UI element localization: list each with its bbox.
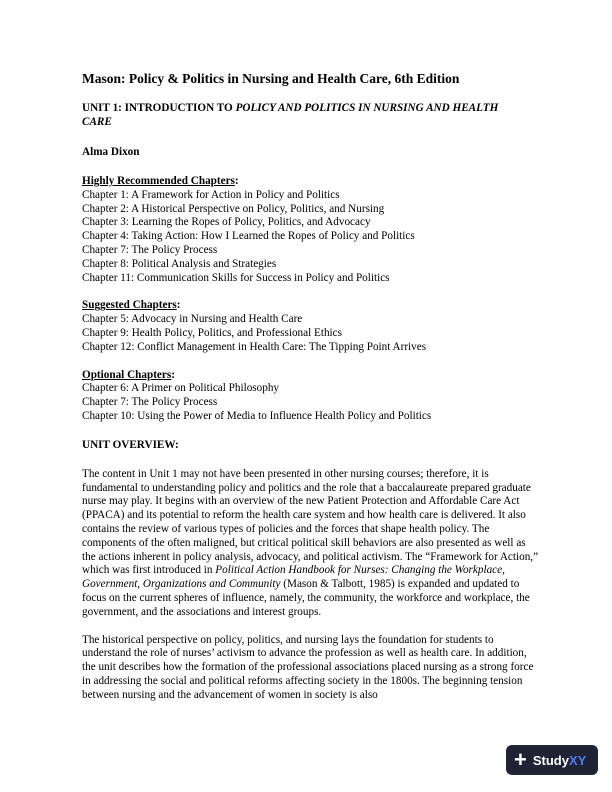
section-heading: Optional Chapters:	[82, 368, 175, 381]
chapter-item: Chapter 12: Conflict Management in Health Care: The Tipping Point Arrives	[82, 340, 427, 353]
unit-italic-title-line2: CARE	[82, 116, 112, 128]
document-page	[82, 70, 542, 717]
book-title: Political Action Handbook for Nurses: Changing the Workplace, Government, Organizations and Community	[82, 564, 505, 591]
section-heading: Highly Recommended Chapters:	[82, 175, 239, 187]
overview-paragraph-2: The historical perspective on policy, politics, and nursing lays the foundation for students to understand the role of nurses’ activism to advance the profession as well as health care. In addition, the unit describes how the formation of the professional associations placed nursing as a strong force in addressing the social and political reforms affecting society in the 1800s. The beginning tension between nursing and the advancement of women in society is also	[82, 633, 534, 701]
chapter-item: Chapter 4: Taking Action: How I Learned the Ropes of Policy and Politics	[82, 230, 415, 243]
unit-italic-title: POLICY AND POLITICS IN NURSING AND HEALTH	[235, 102, 499, 114]
chapter-item: Chapter 8: Political Analysis and Strategies	[82, 257, 277, 270]
document-title: Mason: Policy & Politics in Nursing and Health Care, 6th Edition	[82, 71, 460, 86]
chapter-item: Chapter 7: The Policy Process	[82, 396, 218, 409]
section-heading: Suggested Chapters:	[82, 299, 181, 312]
chapter-item: Chapter 11: Communication Skills for Success in Policy and Politics	[82, 271, 390, 284]
chapter-item: Chapter 2: A Historical Perspective on Policy, Politics, and Nursing	[82, 202, 385, 215]
author-name: Alma Dixon	[82, 146, 140, 158]
unit-heading	[82, 101, 542, 129]
overview-paragraph-1: The content in Unit 1 may not have been presented in other nursing courses; therefore, it is fundamental to understanding policy and politics and the role that a baccalaureate prepared graduate nurse may play. It begins with an overview of the new Patient Protection and Affordable Care Act (PPACA) and its potential to reform the health care system and how health care is delivered. It also contains the review of various types of policies and the forces that shape health policy. The components of the often maligned, but critical political skill behaviors are also presented as well as the actions inherent in policy analysis, advocacy, and political activism. The “Framework for Action,” which was first introduced in Political Action Handbook for Nurses: Changing the Workplace, Government, Organizations and Community (Mason & Talbott, 1985) is expanded and updated to focus on the current spheres of influence, namely, the community, the workforce and workplace, the government, and the associations and interest groups.	[82, 467, 539, 618]
chapter-item: Chapter 10: Using the Power of Media to Influence Health Policy and Politics	[82, 409, 432, 422]
section-highly-recommended	[82, 175, 542, 285]
chapter-item: Chapter 3: Learning the Ropes of Policy, Politics, and Advocacy	[82, 216, 371, 229]
unit-prefix: UNIT 1: INTRODUCTION TO	[82, 102, 236, 114]
chapter-item: Chapter 5: Advocacy in Nursing and Health Care	[82, 313, 303, 326]
overview-heading: UNIT OVERVIEW:	[82, 438, 179, 451]
chapter-item: Chapter 7: The Policy Process	[82, 243, 218, 256]
chapter-item: Chapter 1: A Framework for Action in Policy and Politics	[82, 188, 340, 201]
plus-icon: +	[514, 747, 527, 772]
section-suggested	[82, 299, 542, 354]
chapter-item: Chapter 6: A Primer on Political Philosophy	[82, 382, 280, 395]
brand-name: StudyXY	[532, 752, 587, 768]
studyxy-badge[interactable]	[506, 745, 598, 775]
section-optional	[82, 369, 542, 424]
chapter-item: Chapter 9: Health Policy, Politics, and Professional Ethics	[82, 326, 342, 339]
